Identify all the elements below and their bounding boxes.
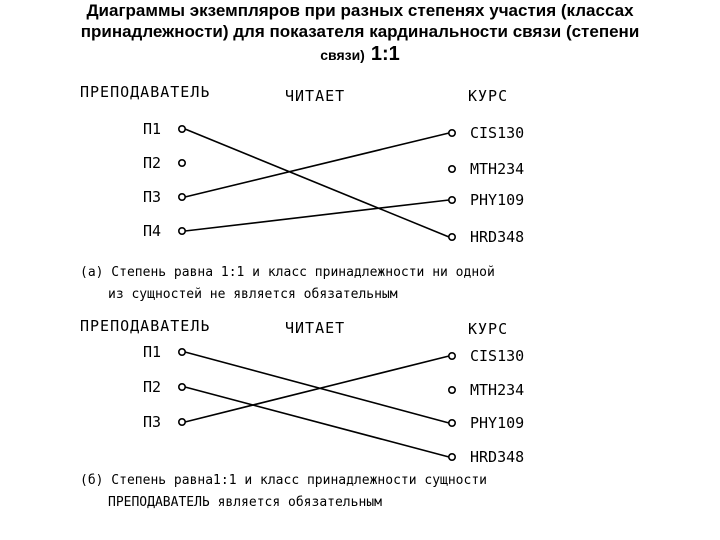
a-right-label-4: HRD348	[470, 228, 525, 246]
a-left-node-4	[179, 228, 185, 234]
b-right-node-3	[449, 420, 455, 426]
a-link-2	[185, 133, 449, 197]
diagram-a	[80, 83, 524, 302]
a-left-label-1: П1	[143, 120, 162, 138]
a-link-3	[185, 200, 449, 231]
b-right-label-1: CIS130	[470, 347, 525, 365]
diagram-b-right-header: КУРС	[468, 320, 509, 338]
diagram-b-left-header: ПРЕПОДАВАТЕЛЬ	[80, 317, 211, 335]
b-right-label-2: MTH234	[470, 381, 525, 399]
diagram-b-caption-1: (б) Степень равна1:1 и класс принадлежности сущности	[80, 473, 487, 488]
b-right-label-4: HRD348	[470, 448, 525, 466]
a-left-node-3	[179, 194, 185, 200]
b-left-node-2	[179, 384, 185, 390]
a-right-node-4	[449, 234, 455, 240]
a-left-label-2: П2	[143, 154, 162, 172]
title-line-2: принадлежности) для показателя кардинальности связи (степени	[80, 22, 640, 41]
b-right-node-1	[449, 353, 455, 359]
b-right-node-2	[449, 387, 455, 393]
a-right-node-3	[449, 197, 455, 203]
diagram-b	[80, 317, 524, 510]
b-left-label-2: П2	[143, 378, 162, 396]
diagram-a-right-header: КУРС	[468, 87, 509, 105]
diagram-a-left-header: ПРЕПОДАВАТЕЛЬ	[80, 83, 211, 101]
diagram-a-caption-1: (а) Степень равна 1:1 и класс принадлежности ни одной	[80, 265, 495, 280]
a-right-label-1: CIS130	[470, 124, 525, 142]
a-left-label-3: П3	[143, 188, 162, 206]
b-left-node-1	[179, 349, 185, 355]
b-left-label-1: П1	[143, 343, 162, 361]
b-link-2	[185, 387, 449, 457]
diagram-a-mid-header: ЧИТАЕТ	[285, 87, 346, 105]
a-right-node-1	[449, 130, 455, 136]
a-right-node-2	[449, 166, 455, 172]
diagram-b-mid-header: ЧИТАЕТ	[285, 319, 346, 337]
title-line-3-text: связи)	[320, 47, 365, 63]
b-left-node-3	[179, 419, 185, 425]
b-right-node-4	[449, 454, 455, 460]
b-right-label-3: PHY109	[470, 414, 525, 432]
b-left-label-3: П3	[143, 413, 162, 431]
title-line-1: Диаграммы экземпляров при разных степенях участия (классах	[86, 1, 634, 20]
a-right-label-3: PHY109	[470, 191, 525, 209]
diagram-a-caption-2: из сущностей не является обязательным	[108, 287, 398, 302]
a-left-label-4: П4	[143, 222, 162, 240]
a-left-node-2	[179, 160, 185, 166]
a-right-label-2: MTH234	[470, 160, 525, 178]
a-link-1	[185, 129, 449, 237]
title-ratio: 1:1	[370, 43, 400, 65]
diagram-b-caption-2: ПРЕПОДАВАТЕЛЬ является обязательным	[108, 495, 382, 510]
a-left-node-1	[179, 126, 185, 132]
